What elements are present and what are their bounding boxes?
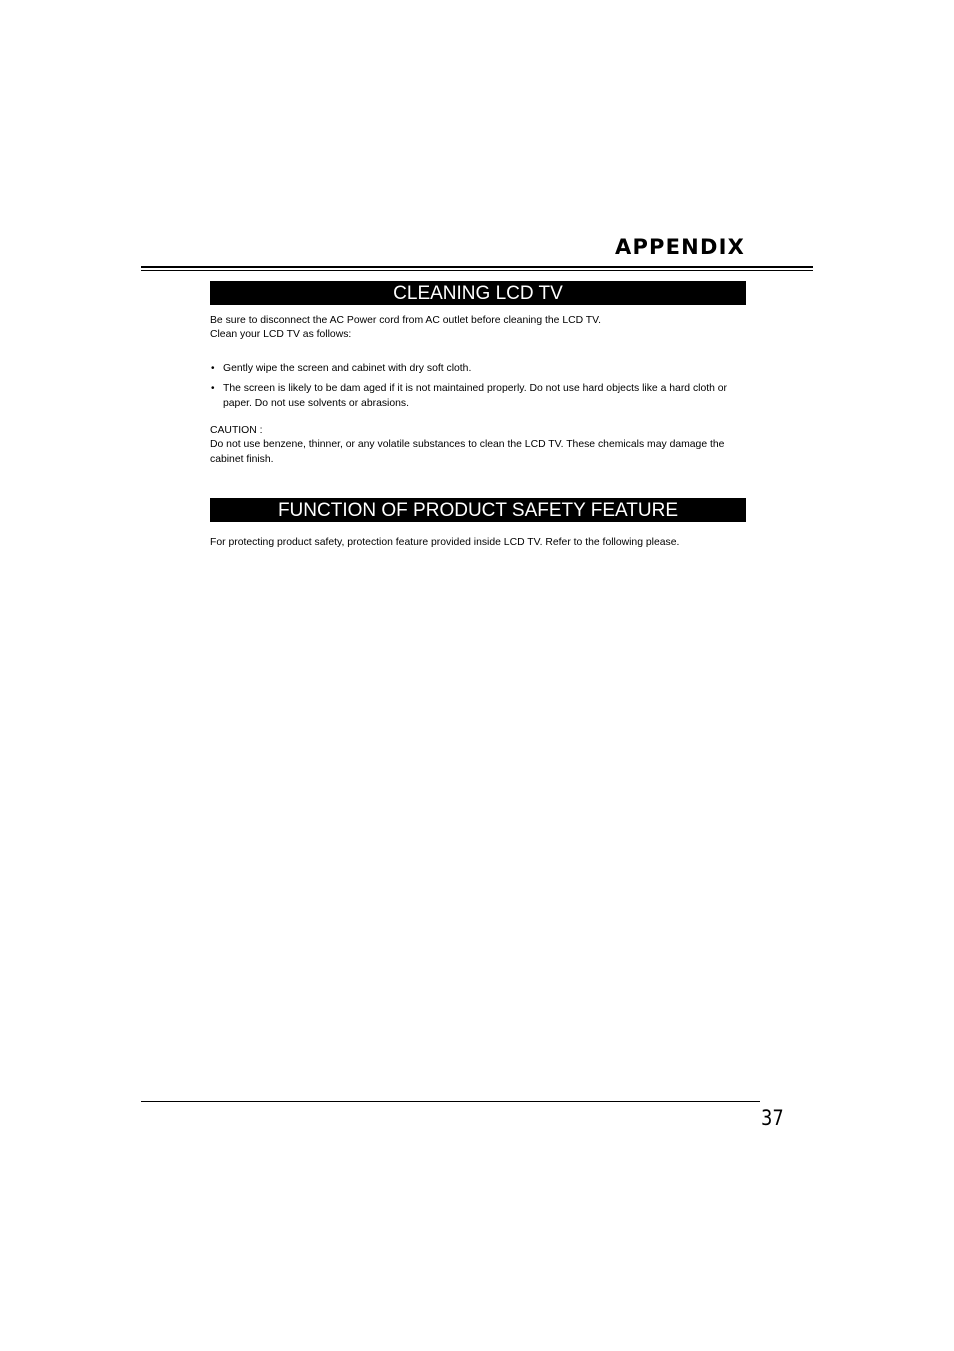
- cleaning-intro-line-1: Be sure to disconnect the AC Power cord from AC outlet before cleaning the LCD TV.: [210, 315, 602, 326]
- list-item-text: Gently wipe the screen and cabinet with dry soft cloth.: [223, 363, 472, 374]
- list-item-text: The screen is likely to be dam aged if it is not maintained properly. Do not use hard objects like a hard cloth or paper. Do not use solvents or abrasions.: [223, 382, 728, 409]
- cleaning-bullet-list: [210, 361, 750, 416]
- safety-text: For protecting product safety, protection feature provided inside LCD TV. Refer to the following please.: [210, 537, 680, 548]
- cleaning-intro-line-2: Clean your LCD TV as follows:: [210, 329, 352, 340]
- footer-rule: [141, 1101, 760, 1102]
- section-heading-cleaning: CLEANING LCD TV: [210, 281, 746, 305]
- page-title: APPENDIX: [615, 235, 745, 259]
- page-number: 37: [761, 1106, 784, 1130]
- list-item: [210, 361, 750, 377]
- header-rule-thick: [141, 266, 813, 268]
- caution-label: CAUTION :: [210, 425, 263, 436]
- caution-text: Do not use benzene, thinner, or any volatile substances to clean the LCD TV. These chemicals may damage the cabinet finish.: [210, 439, 725, 465]
- bullet-icon: •: [211, 382, 215, 394]
- section-heading-safety: FUNCTION OF PRODUCT SAFETY FEATURE: [210, 498, 746, 522]
- list-item: [210, 381, 750, 412]
- bullet-icon: •: [211, 363, 215, 374]
- header-rule-thin: [141, 270, 813, 271]
